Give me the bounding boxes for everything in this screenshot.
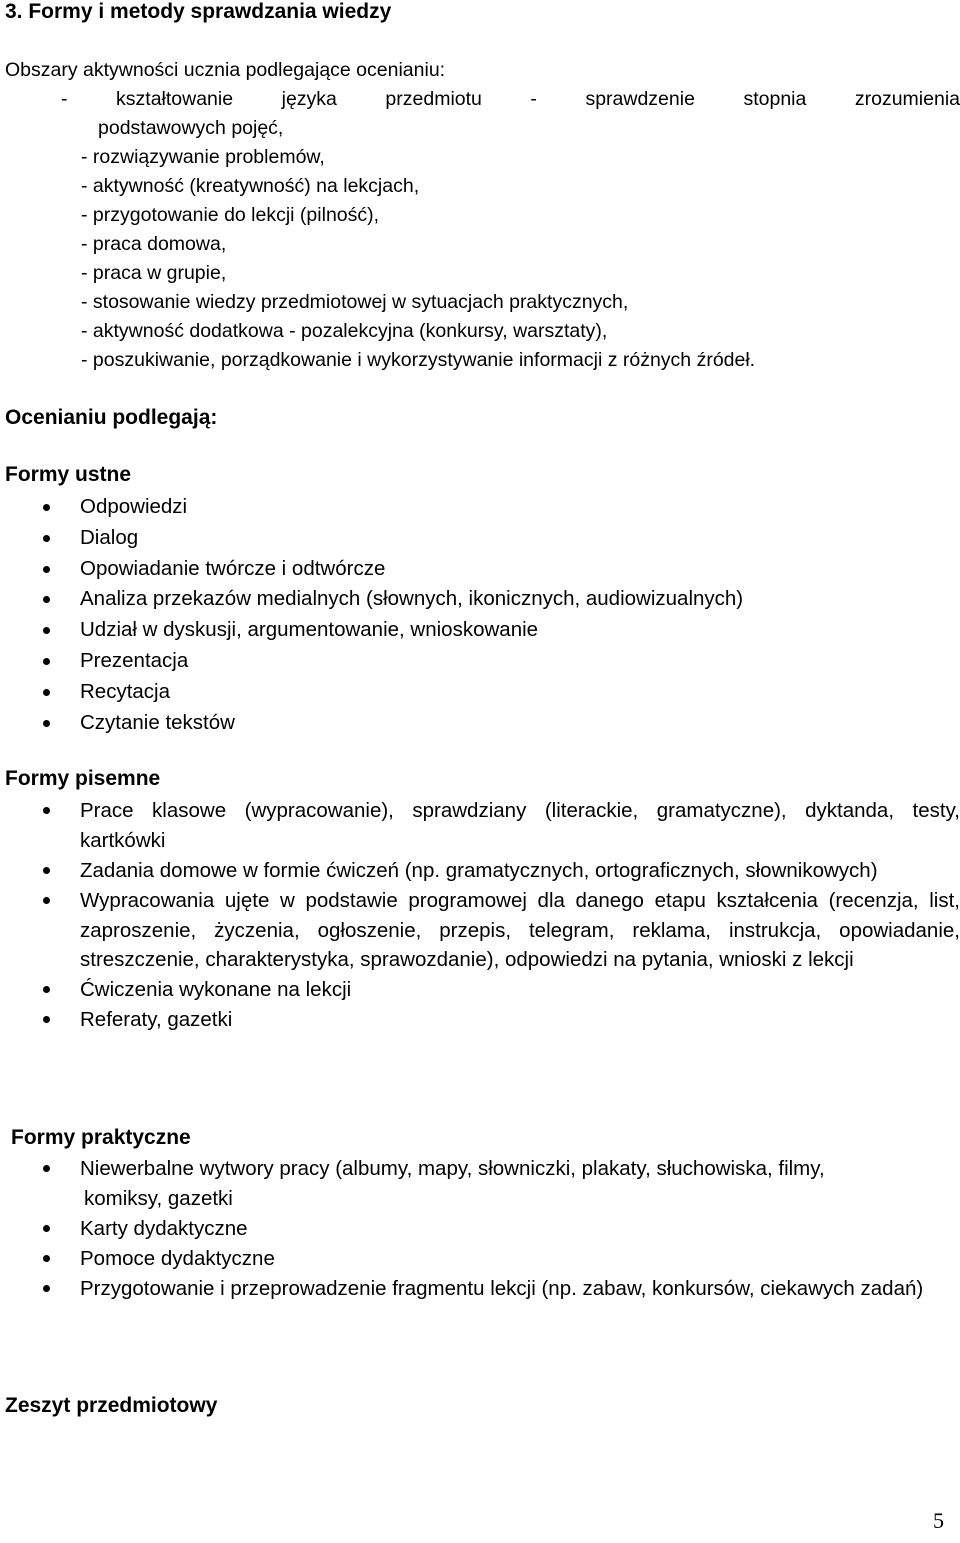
assessed-heading: Ocenianiu podlegają:	[5, 406, 218, 429]
list-item: Ćwiczenia wykonane na lekcji	[80, 975, 960, 1005]
list-item: - poszukiwanie, porządkowanie i wykorzystywanie informacji z różnych źródeł.	[81, 349, 756, 371]
oral-forms-list	[80, 492, 960, 738]
list-item: Odpowiedzi	[80, 492, 960, 523]
list-item: - rozwiązywanie problemów,	[81, 146, 325, 168]
list-item-continuation: komiksy, gazetki	[84, 1186, 233, 1210]
list-item: Referaty, gazetki	[80, 1005, 960, 1035]
section-title: 3. Formy i metody sprawdzania wiedzy	[5, 0, 392, 23]
list-item	[80, 1154, 960, 1214]
list-item: - przygotowanie do lekcji (pilność),	[81, 204, 380, 226]
list-item: Opowiadanie twórcze i odtwórcze	[80, 554, 960, 585]
written-forms-list	[80, 796, 960, 1035]
list-item: - aktywność (kreatywność) na lekcjach,	[81, 175, 420, 197]
practical-forms-list	[80, 1154, 960, 1304]
list-item: - aktywność dodatkowa - pozalekcyjna (konkursy, warsztaty),	[81, 320, 608, 342]
list-item-text: - kształtowanie języka przedmiotu - sprawdzenie stopnia zrozumienia	[61, 88, 960, 110]
list-item: - praca domowa,	[81, 233, 227, 255]
list-item: - praca w grupie,	[81, 262, 227, 284]
list-item: Analiza przekazów medialnych (słownych, ikonicznych, audiowizualnych)	[80, 584, 960, 615]
list-item: Zadania domowe w formie ćwiczeń (np. gramatycznych, ortograficznych, słownikowych)	[80, 856, 960, 886]
list-item: Przygotowanie i przeprowadzenie fragmentu lekcji (np. zabaw, konkursów, ciekawych zadań)	[80, 1274, 960, 1304]
list-item: Udział w dyskusji, argumentowanie, wnioskowanie	[80, 615, 960, 646]
list-item: Wypracowania ujęte w podstawie programowej dla danego etapu kształcenia (recenzja, list, zaproszenie, życzenia, ogłoszenie, przepis, telegram, reklama, instrukcja, opowiadanie, streszczenie, charakterystyka, sprawozdanie), odpowiedzi na pytania, wnioski z lekcji	[80, 886, 960, 975]
list-item-continuation: podstawowych pojęć,	[98, 117, 284, 139]
list-item-text: Niewerbalne wytwory pracy (albumy, mapy, słowniczki, plakaty, słuchowiska, filmy,	[80, 1157, 825, 1180]
list-item: Recytacja	[80, 677, 960, 708]
list-item: Prezentacja	[80, 646, 960, 677]
activity-areas-lead: Obszary aktywności ucznia podlegające ocenianiu:	[5, 59, 446, 81]
list-item: Prace klasowe (wypracowanie), sprawdziany (literackie, gramatyczne), dyktanda, testy, kartkówki	[80, 796, 960, 856]
oral-forms-heading: Formy ustne	[5, 463, 132, 486]
list-item	[5, 85, 960, 143]
activity-areas	[5, 56, 960, 375]
list-item: Pomoce dydaktyczne	[80, 1244, 960, 1274]
activity-areas-list	[5, 85, 960, 375]
practical-forms-heading: Formy praktyczne	[11, 1126, 191, 1149]
page-number: 5	[933, 1508, 944, 1533]
written-forms-heading: Formy pisemne	[5, 767, 161, 790]
list-item: Czytanie tekstów	[80, 708, 960, 739]
list-item: Dialog	[80, 523, 960, 554]
list-item: - stosowanie wiedzy przedmiotowej w sytuacjach praktycznych,	[81, 291, 629, 313]
list-item: Karty dydaktyczne	[80, 1214, 960, 1244]
notebook-heading: Zeszyt przedmiotowy	[5, 1394, 218, 1417]
